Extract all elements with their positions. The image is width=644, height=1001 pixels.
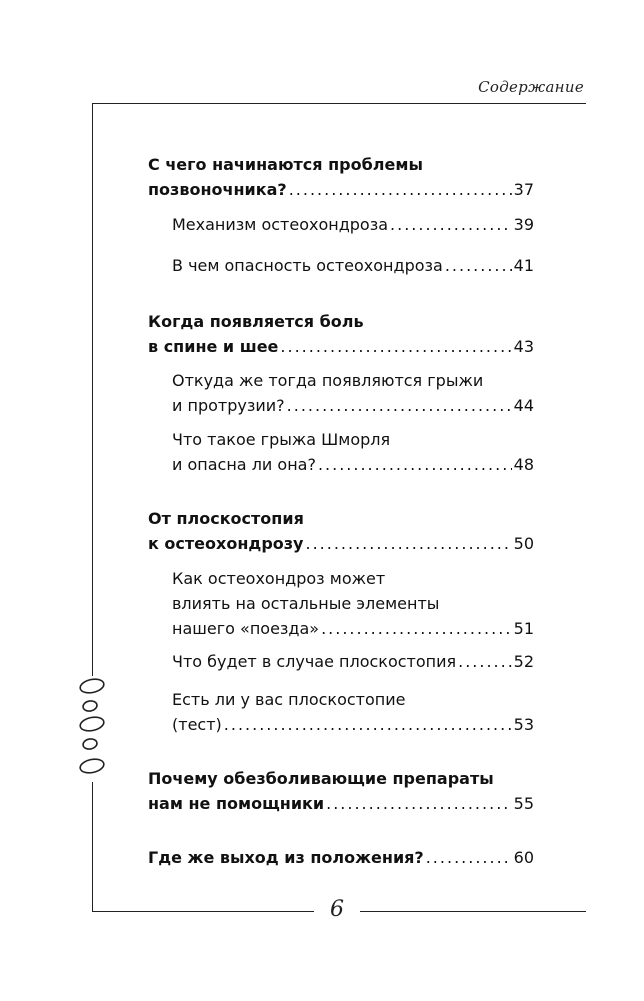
dot-leader [224,712,512,737]
toc-entry[interactable] [148,506,534,556]
toc-entry-line: В чем опасность остеохондроза [172,256,443,275]
toc-entry-line: влиять на остальные элементы [172,594,440,613]
dot-leader [305,531,511,556]
toc-page-number: 51 [513,619,534,638]
frame-bottom-line-right [360,911,586,912]
running-header: Содержание [478,78,584,96]
dot-leader [289,177,512,202]
toc-entry-line: Как остеохондроз может [172,569,386,588]
toc-entry-line: позвоночника? [148,180,287,199]
toc-entry[interactable] [148,845,534,870]
toc-entry-line: Когда появляется боль [148,312,364,331]
toc-page-number: 43 [513,337,534,356]
toc-subentry[interactable] [172,212,534,237]
frame-top-line [92,103,586,104]
toc-entry[interactable] [148,152,534,202]
toc-entry-line: нам не помощники [148,794,325,813]
toc-entry-line: нашего «поезда» [172,619,320,638]
chain-rings-ornament [68,674,116,784]
toc-entry-line: С чего начинаются проблемы [148,155,423,174]
page-number: 6 [330,897,344,922]
dot-leader [287,393,512,418]
toc-page-number: 53 [513,715,534,734]
dot-leader [318,452,512,477]
toc-entry-line: Где же выход из положения? [148,848,424,867]
toc-entry-line: Есть ли у вас плоскостопие [172,690,406,709]
dot-leader [321,616,512,641]
toc-page-number: 60 [513,848,534,867]
toc-entry-line: к остеохондрозу [148,534,304,553]
toc-page-number: 50 [513,534,534,553]
toc-subentry[interactable] [172,368,534,418]
dot-leader [445,253,512,278]
toc-subentry[interactable] [172,427,534,477]
dot-leader [326,791,512,816]
toc-page-number: 44 [513,396,534,415]
toc-entry-line: Откуда же тогда появляются грыжи [172,371,484,390]
toc-page-number: 39 [513,215,534,234]
toc-page-number: 52 [513,652,534,671]
frame-left-line-lower [92,782,93,912]
dot-leader [426,845,512,870]
toc-entry-line: Что такое грыжа Шморля [172,430,391,449]
toc-entry-line: и опасна ли она? [172,455,316,474]
frame-left-line [92,103,93,676]
frame-bottom-line-left [92,911,314,912]
toc-entry-line: в спине и шее [148,337,279,356]
dot-leader [280,334,511,359]
toc-subentry[interactable] [172,687,534,737]
toc-page-number: 48 [513,455,534,474]
toc-entry-line: и протрузии? [172,396,285,415]
toc-subentry[interactable] [172,253,534,278]
toc-entry-line: (тест) [172,715,222,734]
dot-leader [390,212,512,237]
toc-page-number: 37 [513,180,534,199]
toc-entry-line: Механизм остеохондроза [172,215,389,234]
toc-entry-line: Что будет в случае плоскостопия [172,652,457,671]
toc-entry[interactable] [148,309,534,359]
dot-leader [458,649,512,674]
toc-entry-line: Почему обезболивающие препараты [148,769,494,788]
toc-page-number: 55 [513,794,534,813]
toc-subentry[interactable] [172,649,534,674]
toc-entry[interactable] [148,766,534,816]
toc-page-number: 41 [513,256,534,275]
toc-entry-line: От плоскостопия [148,509,304,528]
toc-subentry[interactable] [172,566,534,641]
